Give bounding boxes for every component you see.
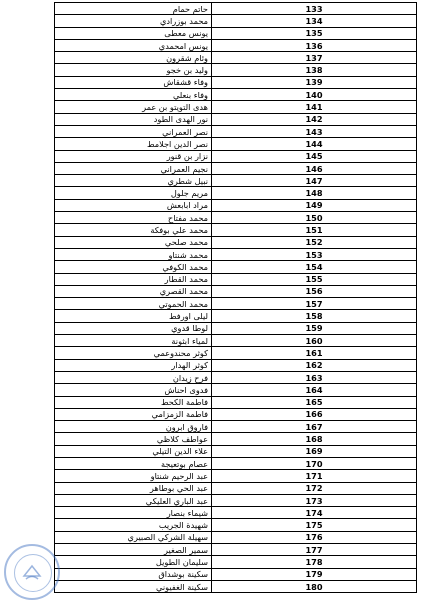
table-row <box>55 396 417 408</box>
table-row <box>55 212 417 224</box>
number-cell: 174 <box>212 507 417 519</box>
number-cell: 134 <box>212 15 417 27</box>
number-cell: 158 <box>212 310 417 322</box>
number-cell: 141 <box>212 101 417 113</box>
names-table-body <box>55 3 417 593</box>
number-cell: 156 <box>212 285 417 297</box>
table-row <box>55 248 417 260</box>
number-cell: 148 <box>212 187 417 199</box>
table-row <box>55 445 417 457</box>
name-cell: مريم جلول <box>55 187 212 199</box>
table-row <box>55 384 417 396</box>
table-row <box>55 507 417 519</box>
name-cell: فاطمة الكحط <box>55 396 212 408</box>
table-row <box>55 236 417 248</box>
name-cell: يونس امحمدي <box>55 39 212 51</box>
name-cell: لمياء ابثونة <box>55 335 212 347</box>
name-cell: محمد القصري <box>55 285 212 297</box>
table-row <box>55 175 417 187</box>
table-row <box>55 544 417 556</box>
name-cell: عواطف كلاظي <box>55 433 212 445</box>
table-row <box>55 113 417 125</box>
name-cell: نصر العمراني <box>55 125 212 137</box>
table-row <box>55 52 417 64</box>
table-row <box>55 101 417 113</box>
stamp-emblem-icon <box>20 560 44 584</box>
table-row <box>55 199 417 211</box>
name-cell: فدوى احناش <box>55 384 212 396</box>
name-cell: محمد علي بوفكة <box>55 224 212 236</box>
number-cell: 178 <box>212 556 417 568</box>
number-cell: 155 <box>212 273 417 285</box>
name-cell: كوثر محندوعمي <box>55 347 212 359</box>
name-cell: فرح زيدان <box>55 371 212 383</box>
number-cell: 168 <box>212 433 417 445</box>
name-cell: نجيم العمراني <box>55 162 212 174</box>
table-row <box>55 335 417 347</box>
number-cell: 180 <box>212 580 417 592</box>
table-row <box>55 39 417 51</box>
number-cell: 133 <box>212 3 417 15</box>
name-cell: محمد الحموتي <box>55 298 212 310</box>
number-cell: 159 <box>212 322 417 334</box>
number-cell: 151 <box>212 224 417 236</box>
table-row <box>55 76 417 88</box>
number-cell: 162 <box>212 359 417 371</box>
name-cell: سليمان الطويل <box>55 556 212 568</box>
table-row <box>55 470 417 482</box>
number-cell: 149 <box>212 199 417 211</box>
number-cell: 177 <box>212 544 417 556</box>
number-cell: 150 <box>212 212 417 224</box>
number-cell: 147 <box>212 175 417 187</box>
name-cell: عصام بوتعيجة <box>55 457 212 469</box>
table-row <box>55 150 417 162</box>
table-row <box>55 89 417 101</box>
number-cell: 140 <box>212 89 417 101</box>
table-row <box>55 482 417 494</box>
name-cell: سكينة بوشداق <box>55 568 212 580</box>
number-cell: 170 <box>212 457 417 469</box>
number-cell: 143 <box>212 125 417 137</box>
number-cell: 154 <box>212 261 417 273</box>
table-row <box>55 347 417 359</box>
table-row <box>55 408 417 420</box>
number-cell: 145 <box>212 150 417 162</box>
name-cell: محمد بوزرادي <box>55 15 212 27</box>
number-cell: 137 <box>212 52 417 64</box>
table-row <box>55 261 417 273</box>
number-cell: 163 <box>212 371 417 383</box>
number-cell: 135 <box>212 27 417 39</box>
number-cell: 138 <box>212 64 417 76</box>
table-row <box>55 568 417 580</box>
name-cell: عبد الرحيم شنتاو <box>55 470 212 482</box>
name-cell: كوثر الهدار <box>55 359 212 371</box>
number-cell: 136 <box>212 39 417 51</box>
number-cell: 179 <box>212 568 417 580</box>
table-row <box>55 580 417 592</box>
name-cell: محمد مفتاح <box>55 212 212 224</box>
table-row <box>55 421 417 433</box>
name-cell: يونس معطى <box>55 27 212 39</box>
name-cell: مراد ابابعش <box>55 199 212 211</box>
number-cell: 171 <box>212 470 417 482</box>
number-cell: 169 <box>212 445 417 457</box>
table-row <box>55 138 417 150</box>
name-cell: سهيلة الشركي الصبيري <box>55 531 212 543</box>
number-cell: 142 <box>212 113 417 125</box>
name-cell: سكينة الغفيوني <box>55 580 212 592</box>
name-cell: محمد صلحي <box>55 236 212 248</box>
name-cell: هدى التويتو بن عمر <box>55 101 212 113</box>
number-cell: 175 <box>212 519 417 531</box>
number-cell: 165 <box>212 396 417 408</box>
name-cell: محمد الكوفي <box>55 261 212 273</box>
table-row <box>55 64 417 76</box>
name-cell: سمير الصغير <box>55 544 212 556</box>
table-row <box>55 298 417 310</box>
table-row <box>55 224 417 236</box>
name-cell: شيماء بنصار <box>55 507 212 519</box>
table-row <box>55 162 417 174</box>
table-row <box>55 457 417 469</box>
name-cell: محمد شنتاو <box>55 248 212 260</box>
name-cell: شهيدة الجريب <box>55 519 212 531</box>
table-row <box>55 371 417 383</box>
name-cell: عبد الباري العليكي <box>55 494 212 506</box>
name-cell: محمد القطار <box>55 273 212 285</box>
number-cell: 139 <box>212 76 417 88</box>
name-cell: وليد بن خجو <box>55 64 212 76</box>
table-row <box>55 310 417 322</box>
name-cell: عبد الحي بوطاهر <box>55 482 212 494</box>
number-cell: 172 <box>212 482 417 494</box>
table-row <box>55 531 417 543</box>
names-table <box>54 2 417 593</box>
table-row <box>55 187 417 199</box>
number-cell: 157 <box>212 298 417 310</box>
name-cell: وفاء قشقاش <box>55 76 212 88</box>
table-row <box>55 556 417 568</box>
table-row <box>55 359 417 371</box>
number-cell: 173 <box>212 494 417 506</box>
table-row <box>55 3 417 15</box>
official-stamp <box>4 544 60 600</box>
number-cell: 176 <box>212 531 417 543</box>
name-cell: فاروق ابرون <box>55 421 212 433</box>
table-row <box>55 15 417 27</box>
name-cell: نور الهدى الطود <box>55 113 212 125</box>
number-cell: 152 <box>212 236 417 248</box>
table-row <box>55 125 417 137</box>
table-row <box>55 27 417 39</box>
number-cell: 167 <box>212 421 417 433</box>
number-cell: 144 <box>212 138 417 150</box>
table-row <box>55 433 417 445</box>
name-cell: فاطمة الزمزامي <box>55 408 212 420</box>
name-cell: ليلى اورفط <box>55 310 212 322</box>
number-cell: 166 <box>212 408 417 420</box>
name-cell: وئام شقرون <box>55 52 212 64</box>
name-cell: لوطا قدوي <box>55 322 212 334</box>
table-row <box>55 273 417 285</box>
name-cell: حاتم حمام <box>55 3 212 15</box>
name-cell: نبيل شطري <box>55 175 212 187</box>
table-row <box>55 494 417 506</box>
number-cell: 153 <box>212 248 417 260</box>
number-cell: 146 <box>212 162 417 174</box>
name-cell: نزار بن قنور <box>55 150 212 162</box>
table-row <box>55 285 417 297</box>
number-cell: 164 <box>212 384 417 396</box>
name-cell: علاء الدين التيلي <box>55 445 212 457</box>
table-row <box>55 322 417 334</box>
name-cell: نصر الدين اجلامط <box>55 138 212 150</box>
number-cell: 160 <box>212 335 417 347</box>
table-row <box>55 519 417 531</box>
name-cell: وفاء بنعلي <box>55 89 212 101</box>
number-cell: 161 <box>212 347 417 359</box>
document-page <box>54 2 408 592</box>
